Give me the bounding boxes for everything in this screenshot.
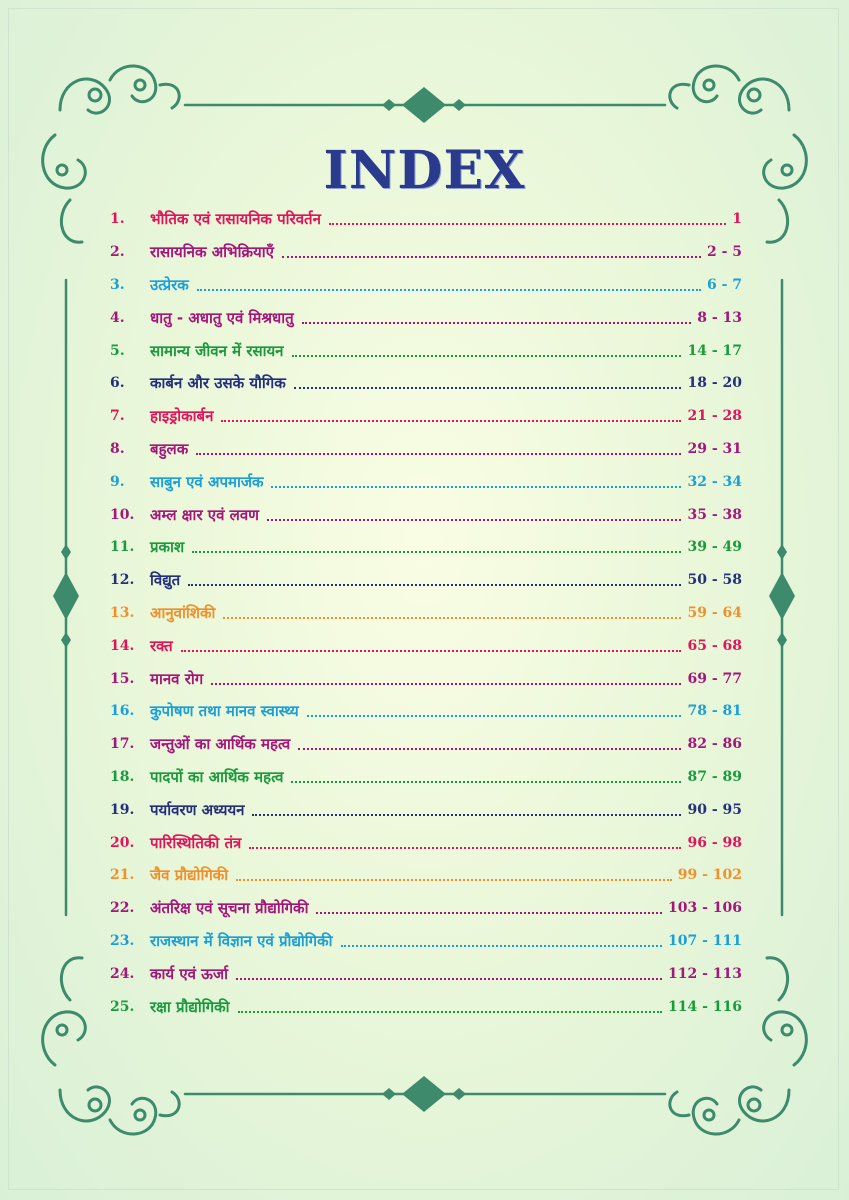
dot-leader xyxy=(252,814,681,816)
index-item-pages: 99 - 102 xyxy=(677,867,742,884)
index-item-number: 20. xyxy=(110,834,135,851)
index-item xyxy=(110,367,742,400)
index-item-title: जन्तुओं का आर्थिक महत्व xyxy=(150,735,291,754)
index-item xyxy=(110,892,742,925)
index-item-pages: 90 - 95 xyxy=(687,801,742,818)
index-item-title: कार्बन और उसके यौगिक xyxy=(150,374,286,393)
dot-leader xyxy=(316,912,662,914)
dot-leader xyxy=(271,486,681,488)
dot-leader xyxy=(341,945,662,947)
index-item xyxy=(110,498,742,531)
index-item-number: 9. xyxy=(110,473,125,490)
index-item-title: हाइड्रोकार्बन xyxy=(150,407,214,426)
index-item-number: 5. xyxy=(110,342,125,359)
index-item-number: 24. xyxy=(110,965,135,982)
dot-leader xyxy=(236,978,662,980)
index-item xyxy=(110,433,742,466)
dot-leader xyxy=(298,748,681,750)
index-item-pages: 35 - 38 xyxy=(687,506,742,523)
index-item xyxy=(110,859,742,892)
index-item xyxy=(110,925,742,958)
index-item-title: सामान्य जीवन में रसायन xyxy=(150,341,284,360)
dot-leader xyxy=(282,256,701,258)
index-item-title: भौतिक एवं रासायनिक परिवर्तन xyxy=(150,210,321,229)
index-item-pages: 2 - 5 xyxy=(706,244,742,261)
dot-leader xyxy=(181,650,682,652)
index-item xyxy=(110,695,742,728)
index-item-number: 1. xyxy=(110,211,125,228)
index-item xyxy=(110,564,742,597)
index-item-number: 21. xyxy=(110,867,135,884)
dot-leader xyxy=(292,355,682,357)
dot-leader xyxy=(302,322,692,324)
index-item xyxy=(110,269,742,302)
index-item-pages: 103 - 106 xyxy=(667,900,742,917)
index-item-number: 4. xyxy=(110,309,125,326)
index-item-title: बहुलक xyxy=(150,439,189,458)
index-item-title: अंतरिक्ष एवं सूचना प्रौद्योगिकी xyxy=(150,899,309,918)
index-item-pages: 8 - 13 xyxy=(697,309,742,326)
index-item xyxy=(110,301,742,334)
index-item-pages: 69 - 77 xyxy=(687,670,742,687)
index-item xyxy=(110,531,742,564)
index-item-number: 18. xyxy=(110,768,135,785)
index-item xyxy=(110,728,742,761)
index-item-title: मानव रोग xyxy=(150,669,204,688)
index-item-title: प्रकाश xyxy=(150,538,185,557)
dot-leader xyxy=(291,781,681,783)
index-item-title: उत्प्रेरक xyxy=(150,275,189,294)
index-item-number: 19. xyxy=(110,801,135,818)
dot-leader xyxy=(196,453,681,455)
index-item-pages: 32 - 34 xyxy=(687,473,742,490)
dot-leader xyxy=(192,551,681,553)
index-item-number: 8. xyxy=(110,440,125,457)
index-item-title: आनुवांशिकी xyxy=(150,603,216,622)
dot-leader xyxy=(294,387,682,389)
index-item-title: जैव प्रौद्योगिकी xyxy=(150,866,229,885)
index-item-number: 14. xyxy=(110,637,135,654)
index-item-title: रासायनिक अभिक्रियाएँ xyxy=(150,243,274,262)
index-item-number: 10. xyxy=(110,506,135,523)
index-item-pages: 29 - 31 xyxy=(687,440,742,457)
index-item-number: 7. xyxy=(110,408,125,425)
index-item-number: 3. xyxy=(110,276,125,293)
index-item-title: विद्युत xyxy=(150,571,181,590)
index-item xyxy=(110,957,742,990)
index-item-pages: 39 - 49 xyxy=(687,539,742,556)
index-list xyxy=(110,203,742,1023)
index-item-title: कुपोषण तथा मानव स्वास्थ्य xyxy=(150,702,299,721)
dot-leader xyxy=(307,715,682,717)
dot-leader xyxy=(223,617,681,619)
index-item-pages: 21 - 28 xyxy=(687,408,742,425)
index-item-pages: 82 - 86 xyxy=(687,736,742,753)
index-item-title: साबुन एवं अपमार्जक xyxy=(150,472,264,491)
index-item-number: 15. xyxy=(110,670,135,687)
page-title: INDEX xyxy=(323,140,526,201)
dot-leader xyxy=(211,683,681,685)
index-item-title: राजस्थान में विज्ञान एवं प्रौद्योगिकी xyxy=(150,931,333,950)
index-item-number: 17. xyxy=(110,736,135,753)
index-item-title: कार्य एवं ऊर्जा xyxy=(150,964,228,983)
index-item xyxy=(110,400,742,433)
index-item-title: पादपों का आर्थिक महत्व xyxy=(150,767,284,786)
index-item-number: 22. xyxy=(110,900,135,917)
dot-leader xyxy=(188,584,681,586)
index-item-number: 25. xyxy=(110,998,135,1015)
index-item xyxy=(110,761,742,794)
index-item-pages: 87 - 89 xyxy=(687,768,742,785)
index-item-title: धातु - अधातु एवं मिश्रधातु xyxy=(150,308,294,327)
index-item-pages: 18 - 20 xyxy=(687,375,742,392)
index-item xyxy=(110,597,742,630)
dot-leader xyxy=(249,847,681,849)
index-item-number: 23. xyxy=(110,932,135,949)
dot-leader xyxy=(221,420,681,422)
index-item xyxy=(110,465,742,498)
index-item-title: पारिस्थितिकी तंत्र xyxy=(150,833,242,852)
index-item xyxy=(110,826,742,859)
index-item-number: 2. xyxy=(110,244,125,261)
index-item-title: रक्षा प्रौद्योगिकी xyxy=(150,997,230,1016)
index-item-number: 16. xyxy=(110,703,135,720)
index-item-pages: 78 - 81 xyxy=(687,703,742,720)
index-item-number: 6. xyxy=(110,375,125,392)
index-item xyxy=(110,203,742,236)
index-item-pages: 96 - 98 xyxy=(687,834,742,851)
dot-leader xyxy=(236,879,672,881)
index-item-pages: 50 - 58 xyxy=(687,572,742,589)
index-item-title: पर्यावरण अध्ययन xyxy=(150,800,245,819)
dot-leader xyxy=(238,1011,662,1013)
index-item-number: 11. xyxy=(110,539,135,556)
index-item xyxy=(110,990,742,1023)
index-item-number: 13. xyxy=(110,604,135,621)
index-item-pages: 1 xyxy=(732,211,742,228)
index-item xyxy=(110,629,742,662)
index-item-pages: 114 - 116 xyxy=(667,998,742,1015)
dot-leader xyxy=(267,519,681,521)
index-item-number: 12. xyxy=(110,572,135,589)
index-item-pages: 14 - 17 xyxy=(687,342,742,359)
dot-leader xyxy=(329,223,726,225)
index-item-pages: 112 - 113 xyxy=(667,965,742,982)
index-item-title: अम्ल क्षार एवं लवण xyxy=(150,505,260,524)
index-item xyxy=(110,334,742,367)
index-item xyxy=(110,662,742,695)
index-item-pages: 6 - 7 xyxy=(706,276,742,293)
dot-leader xyxy=(197,289,701,291)
index-item-title: रक्त xyxy=(150,636,173,655)
index-item-pages: 107 - 111 xyxy=(667,932,742,949)
index-item xyxy=(110,236,742,269)
index-item-pages: 59 - 64 xyxy=(687,604,742,621)
index-item-pages: 65 - 68 xyxy=(687,637,742,654)
index-item xyxy=(110,793,742,826)
